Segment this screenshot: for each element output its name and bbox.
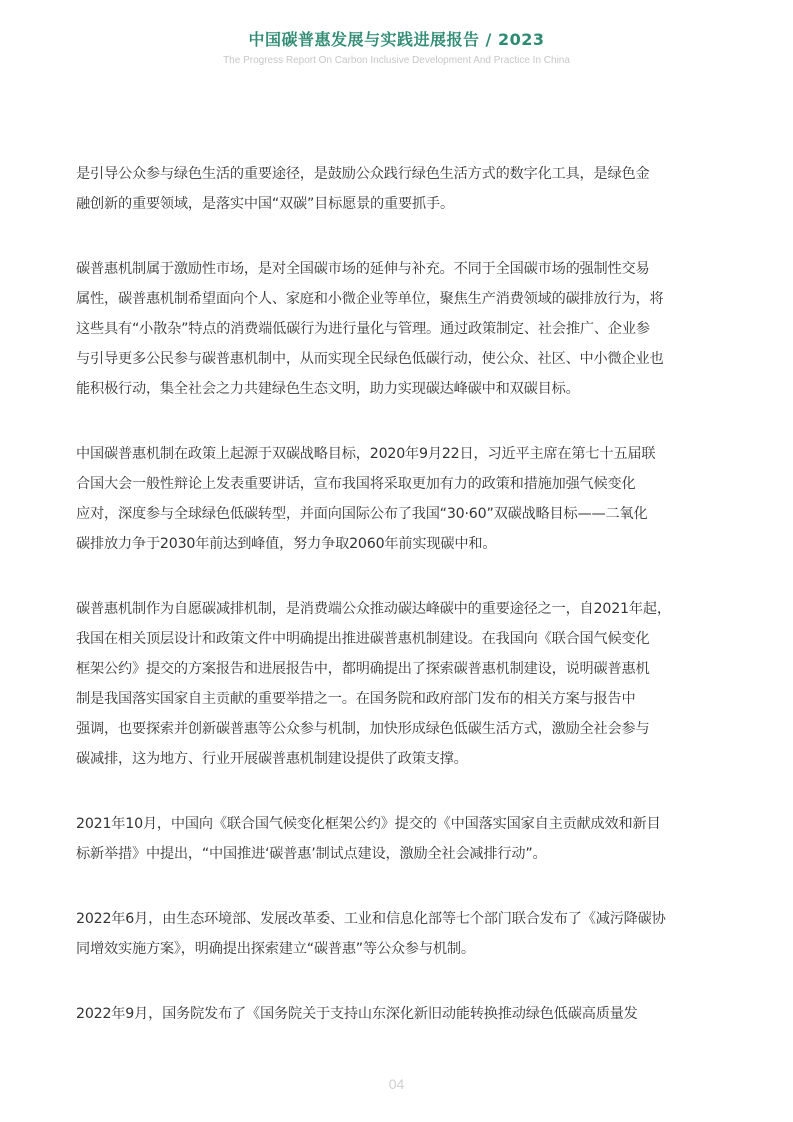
text-line: 2022年6月，由生态环境部、发展改革委、工业和信息化部等七个部门联合发布了《减污降碳协: [76, 911, 666, 927]
text-line: 框架公约》提交的方案报告和进展报告中，都明确提出了探索碳普惠机制建设，说明碳普惠机: [76, 661, 650, 677]
text-line: 碳排放力争于2030年前达到峰值，努力争取2060年前实现碳中和。: [76, 536, 497, 552]
report-title: 中国碳普惠发展与实践进展报告 / 2023: [248, 30, 545, 49]
paragraph: [76, 254, 719, 404]
text-line: 是引导公众参与绿色生活的重要途径，是鼓励公众践行绿色生活方式的数字化工具，是绿色金: [76, 166, 650, 182]
text-line: 碳减排，这为地方、行业开展碳普惠机制建设提供了政策支撑。: [76, 751, 468, 767]
text-line: 标新举措》中提出，“中国推进‘碳普惠’制试点建设，激励全社会减排行动”。: [76, 846, 547, 862]
page-header: [0, 28, 793, 68]
text-line: 融创新的重要领域，是落实中国“双碳”目标愿景的重要抓手。: [76, 196, 454, 212]
paragraph: [76, 999, 719, 1029]
report-subtitle: The Progress Report On Carbon Inclusive Development And Practice In China: [223, 55, 570, 66]
page-number: 04: [388, 1076, 405, 1092]
text-line: 应对，深度参与全球绿色低碳转型，并面向国际公布了我国“30·60”双碳战略目标——二氧化: [76, 506, 648, 522]
text-line: 2022年9月，国务院发布了《国务院关于支持山东深化新旧动能转换推动绿色低碳高质量发: [76, 1006, 638, 1022]
text-line: 强调，也要探索并创新碳普惠等公众参与机制，加快形成绿色低碳生活方式，激励全社会参与: [76, 721, 650, 737]
paragraph: [76, 809, 719, 869]
paragraph: [76, 159, 719, 219]
paragraph: [76, 439, 719, 559]
text-line: 碳普惠机制属于激励性市场，是对全国碳市场的延伸与补充。不同于全国碳市场的强制性交易: [76, 261, 650, 277]
body-text: [76, 159, 719, 1064]
text-line: 我国在相关顶层设计和政策文件中明确提出推进碳普惠机制建设。在我国向《联合国气候变化: [76, 631, 650, 647]
text-line: 碳普惠机制作为自愿碳减排机制，是消费端公众推动碳达峰碳中的重要途径之一，自2021年起，: [76, 601, 671, 617]
text-line: 合国大会一般性辩论上发表重要讲话，宣布我国将采取更加有力的政策和措施加强气候变化: [76, 476, 636, 492]
text-line: 中国碳普惠机制在政策上起源于双碳战略目标，2020年9月22日，习近平主席在第七十五届联: [76, 446, 656, 462]
text-line: 属性，碳普惠机制希望面向个人、家庭和小微企业等单位，聚焦生产消费领域的碳排放行为，将: [76, 291, 664, 307]
paragraph: [76, 904, 719, 964]
text-line: 能积极行动，集全社会之力共建绿色生态文明，助力实现碳达峰碳中和双碳目标。: [76, 381, 580, 397]
paragraph: [76, 594, 719, 774]
text-line: 2021年10月，中国向《联合国气候变化框架公约》提交的《中国落实国家自主贡献成效和新目: [76, 816, 661, 832]
text-line: 制是我国落实国家自主贡献的重要举措之一。在国务院和政府部门发布的相关方案与报告中: [76, 691, 636, 707]
text-line: 与引导更多公民参与碳普惠机制中，从而实现全民绿色低碳行动，使公众、社区、中小微企业也: [76, 351, 664, 367]
text-line: 同增效实施方案》，明确提出探索建立“碳普惠”等公众参与机制。: [76, 941, 475, 957]
text-line: 这些具有“小散杂”特点的消费端低碳行为进行量化与管理。通过政策制定、社会推广、企业参: [76, 321, 650, 337]
